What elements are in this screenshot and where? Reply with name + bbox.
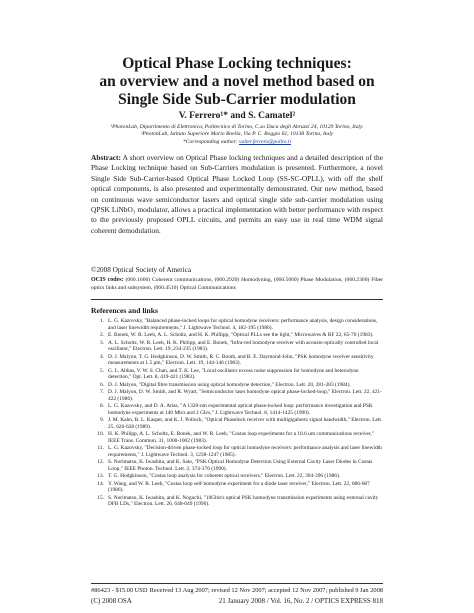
email-link[interactable]: valter.ferrero@polito.it [239, 138, 291, 145]
abstract-text: A short overview on Optical Phase locking techniques and a detailed description of the Phase Locking technique based on Sub-Carriers modulation is presented. Furthermore, a novel Single Side Sub-Carrier-based Optical Phase Locked Loop (SS-SC-OPLL), with off the shelf optical components, is also presented and experimentally demonstrated. Our new method, based on continuous wave semiconductor lasers and optical single side sub-carrier modulation using QPSK LiNbO₃ modulator, allows a practical implementation with better performance with respect to the previously proposed OPLL circuits, and permits an easy use in real time WDM signal coherent demodulation. [91, 153, 383, 235]
reference-number: 5. [99, 367, 104, 374]
copyright: ©2008 Optical Society of America [91, 266, 192, 274]
reference-text: L. G. Kazovsky, and D. A. Atlas, "A 1320-nm experimental optical phase-locked loop: performance investigation and PSK homodyne experiments at 140 Mb/s and 2 Gb/s," J. Lightwave Technol. 8, 1414-1425 (1990). [108, 403, 373, 416]
reference-text: D. J. Malyon, T. G. Hodgkinson, D. W. Smith, R. C. Booth, and B. E. Daymond-John, "PSK homodyne receiver sensitivity measurements at 1.5 μm," Electron. Lett. 19, 144-146 (1983). [108, 353, 374, 366]
reference-item [91, 332, 383, 339]
reference-item [91, 481, 383, 494]
reference-number: 8. [99, 403, 104, 409]
title-line: Optical Phase Locking techniques: [122, 55, 352, 72]
reference-item [91, 495, 383, 508]
reference-item [91, 340, 383, 353]
reference-item [91, 368, 383, 381]
ocis-label: OCIS codes: [91, 277, 124, 283]
reference-number: 12. [97, 459, 104, 465]
reference-number: 6. [99, 381, 104, 388]
references-list [91, 318, 383, 509]
reference-number: 2. [99, 332, 104, 338]
reference-text: H. K. Philipp, A. L. Scholtz, E. Bonek, and W. R. Leeb, "Costas loop experiments for a 10.6 um communications receiver," IEEE Trans. Commun. 31, 1000-1002 (1983). [108, 431, 375, 444]
reference-number: 15. [97, 494, 104, 501]
footer-copyright: (C) 2008 OSA [91, 597, 132, 605]
references-heading: References and links [91, 306, 158, 315]
reference-number: 7. [99, 389, 104, 395]
reference-text: T. G. Hodgkinson, "Costas loop analysis for coherent optical receivers," Electron. Lett. 22, 394-396 (1986). [108, 473, 341, 479]
reference-item [91, 318, 383, 331]
corresponding-author [40, 139, 434, 146]
reference-item [91, 389, 383, 402]
reference-item [91, 459, 383, 472]
paper-title [40, 55, 434, 109]
reference-text: A. L. Scholtz, W. R. Leeb, H. K. Philipp, and E. Bonek, "Infra-red homodyne receiver with acousto-optically controlled local oscillator," Electron. Lett. 19, 234-235 (1983). [108, 339, 379, 352]
footer-price: #86423 - $15.00 USD [91, 587, 148, 594]
reference-text: G. L. Abbas, V. W. S. Chan, and T. K. Lee, "Local oscillator excess noise suppression for homodyne and heterodyne detection," Opt. Lett. 8, 419-421 (1983). [108, 367, 359, 380]
reference-number: 1. [99, 318, 104, 324]
reference-item [91, 431, 383, 444]
abstract-label: Abstract: [91, 153, 121, 162]
reference-item [91, 403, 383, 416]
divider-top [91, 299, 383, 300]
footer-dates: Received 13 Aug 2007; revised 12 Nov 2007; accepted 12 Nov 2007; published 9 Jan 2008 [149, 587, 383, 594]
ocis-text: (060.1660) Coherent communications, (060.2920) Homodyning, (060.5060) Phase Modulation, (060.2360) Fiber optics links and subsystem, (060.4510) Optical Communications [91, 277, 384, 291]
reference-text: D. J. Malyon, D. W. Smith, and R. Wyatt, "Semiconductor laser homodyne optical phase-locked-loop," Electron. Lett. 22, 421-422 (1986). [108, 389, 382, 402]
reference-number: 10. [97, 431, 104, 437]
reference-text: S. Norimatsu, K. Iwashita, and K. Sato, "PSK Optical Homodyne Detection Using External Cavity Laser Diodes in Costas Loop," IEEE Photon. Technol. Lett. 2, 374-376 (1990). [108, 459, 373, 472]
reference-text: J. M. Kahn, B. L. Kasper, and K. J. Pollock, "Optical Phaselock receiver with multigigahertz signal bandwidth," Electron. Lett. 25, 626-628 (1989). [108, 417, 383, 430]
reference-text: S. Norimatsu, K. Iwashita, and K. Noguchi, "10Gbit/s optical PSK homodyne transmission experiments using external cavity DFB LDs," Electron. Lett. 26, 648-649 (1990). [108, 494, 379, 507]
corresponding-label: *Corresponding author: [182, 138, 240, 145]
reference-item [91, 417, 383, 430]
reference-text: D. J. Malyon, "Digital fibre transmission using optical homodyne detection," Electron. Lett. 20, 281-283 (1984). [108, 381, 351, 388]
reference-item [91, 445, 383, 458]
title-line: an overview and a novel method based on [99, 73, 375, 90]
reference-number: 14. [97, 480, 104, 487]
divider-bottom [91, 583, 383, 584]
reference-number: 4. [99, 353, 104, 360]
abstract [91, 153, 383, 236]
footer-row-1 [91, 587, 383, 594]
reference-item [91, 382, 383, 389]
reference-number: 9. [99, 417, 104, 423]
footer-journal: 21 January 2008 / Vol. 16, No. 2 / OPTICS EXPRESS 818 [218, 597, 383, 605]
title-line: Single Side Sub-Carrier modulation [118, 91, 356, 108]
affiliation-line: ²PhotonLab, Istituto Superiore Mario Boella, Via P. C. Boggio 61, 10138 Torino, Italy [140, 131, 334, 138]
reference-item [91, 473, 383, 480]
reference-number: 11. [97, 445, 104, 451]
reference-text: Y. Wang, and W. R. Leeb, "Costas loop self-homodyne experiment for a diode laser receiver," Electron. Lett. 22, 686-687 (1986). [108, 480, 370, 493]
affiliation-line: ¹PhotonLab, Dipartimento di Elettronica, Politecnico di Torino, C.so Duca degli Abruzzi 24, 10129 Torino, Italy. [110, 124, 364, 130]
ocis-codes [91, 277, 383, 292]
affiliations [40, 124, 434, 146]
reference-item [91, 354, 383, 367]
footer-row-2 [91, 597, 383, 605]
authors: V. Ferrero¹* and S. Camatel² [178, 111, 296, 121]
reference-number: 13. [97, 473, 104, 479]
reference-text: E. Bonek, W. R. Leeb, A. L. Scholtz, and H. K. Phillipp, "Optical PLLs see the light," Microwaves & RF 22, 65-70 (1983). [108, 332, 374, 338]
reference-text: L. G. Kazovsky, "Decision-driven phase-locked loop for optical homodyne receivers: performance analysis and laser linewidth requirements," J. Lightwave Technol. 3, 1238-1247 (1985). [108, 445, 382, 458]
reference-number: 3. [99, 339, 104, 346]
reference-text: L. G. Kazovsky, "Balanced phase-locked loops for optical homodyne receivers: performance analysis, design considerations, and laser linewidth requirements," J. Lightwave Technol. 4, 182-195 (1986). [108, 318, 378, 331]
